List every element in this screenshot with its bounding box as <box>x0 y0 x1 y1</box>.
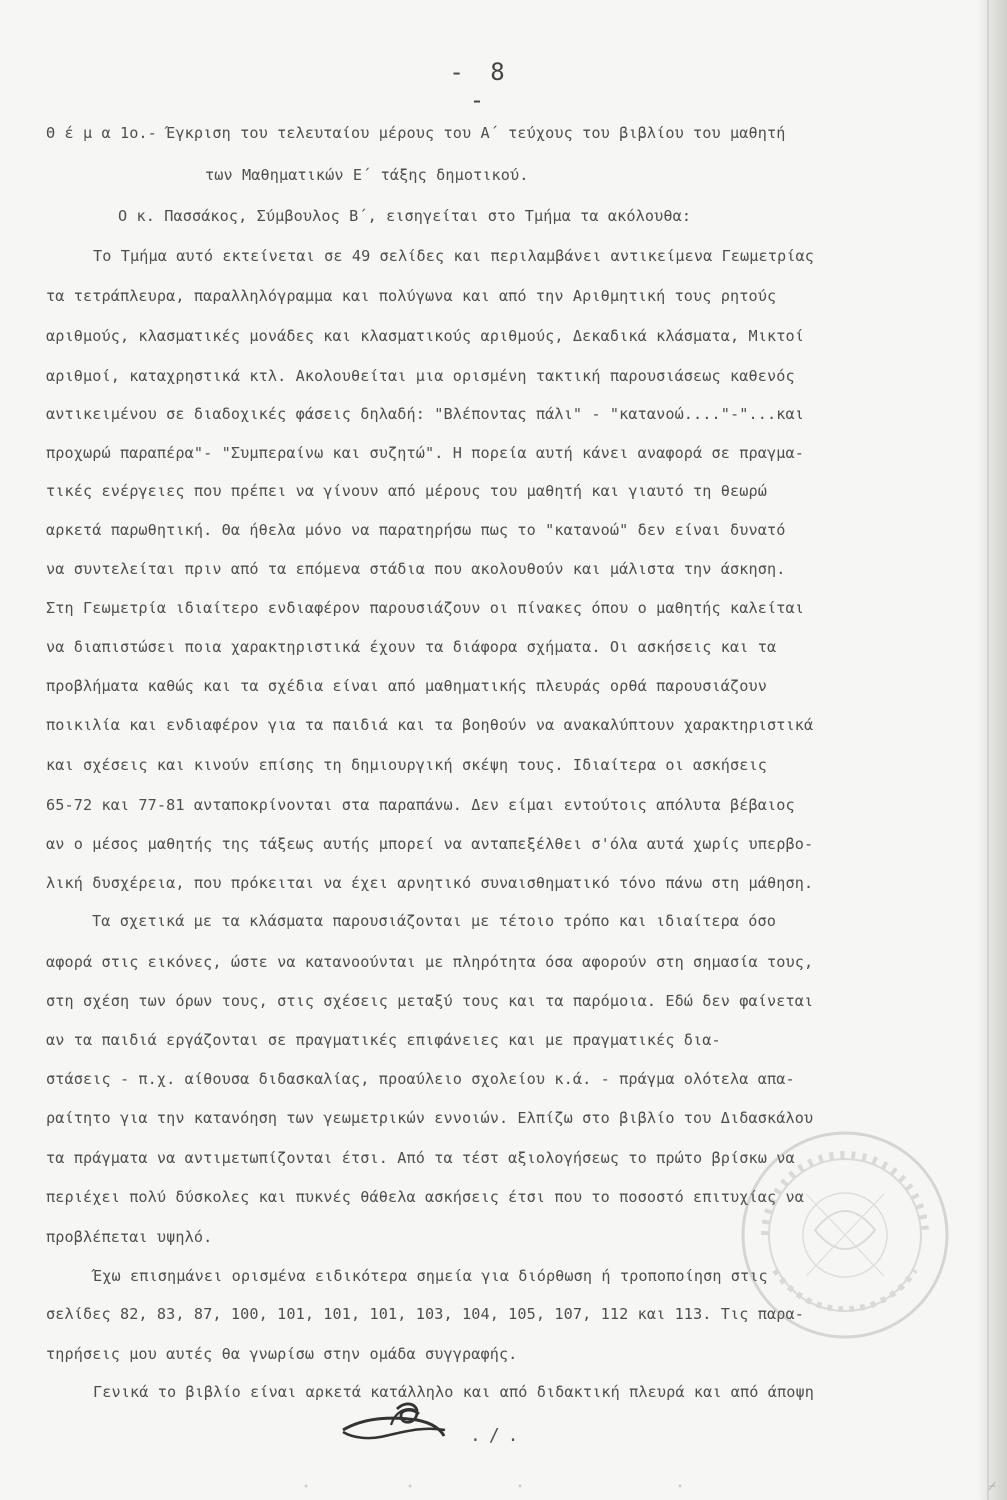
bottom-artifacts <box>300 1482 690 1490</box>
line-28: περιέχει πολύ δύσκολες και πυκνές θάθελα ασκήσεις έτσι που το ποσοστό επιτυχίας να <box>46 1188 804 1206</box>
line-17: και σχέσεις και κινούν επίσης τη δημιουργική σκέψη τους. Ιδιαίτερα οι ασκήσεις <box>46 756 768 774</box>
line-29: προβλέπεται υψηλό. <box>46 1228 213 1246</box>
line-6: αριθμούς, κλασματικές μονάδες και κλασματικούς αριθμούς, Δεκαδικά κλάσματα, Μικτοί <box>46 327 804 345</box>
continuation-mark: ./. <box>470 1425 527 1446</box>
line-19: αν ο μέσος μαθητής της τάξεως αυτής μπορεί να ανταπεξέλθει σ'όλα αυτά χωρίς υπερβο- <box>46 835 814 853</box>
line-31: σελίδες 82, 83, 87, 100, 101, 101, 101, 103, 104, 105, 107, 112 και 113. Τις παρα- <box>46 1305 804 1323</box>
line-27: τα πράγματα να αντιμετωπίζονται έτσι. Από τα τέστ αξιολογήσεως το πρώτο βρίσκω να <box>46 1149 795 1167</box>
line-11: αρκετά παρωθητική. Θα ήθελα μόνο να παρατηρήσω πως το "κατανοώ" δεν είναι δυνατό <box>46 521 786 539</box>
line-7: αριθμοί, καταχρηστικά κτλ. Ακολουθείται μια ορισμένη τακτική παρουσιάσεως καθενός <box>46 367 795 385</box>
line-25: στάσεις - π.χ. αίθουσα διδασκαλίας, προαύλειο σχολείου κ.ά. - πράγμα ολότελα απα- <box>46 1070 795 1088</box>
line-13: Στη Γεωμετρία ιδιαίτερο ενδιαφέρον παρουσιάζουν οι πίνακες όπου ο μαθητής καλείται <box>46 599 804 617</box>
line-4: Το Τμήμα αυτό εκτείνεται σε 49 σελίδες και περιλαμβάνει αντικείμενα Γεωμετρίας <box>93 247 815 265</box>
line-16: ποικιλία και ενδιαφέρον για τα παιδιά και τα βοηθούν να ανακαλύπτουν χαρακτηριστικά <box>46 716 814 734</box>
line-20: λική δυσχέρεια, που πρόκειται να έχει αρνητικό συναισθηματικό τόνο πάνω στη μάθηση. <box>46 874 814 892</box>
page-number: - 8 - <box>449 58 511 114</box>
line-32: τηρήσεις μου αυτές θα γνωρίσω στην ομάδα συγγραφής. <box>46 1345 518 1363</box>
line-3: Ο κ. Πασσάκος, Σύμβουλος Β΄, εισηγείται στο Τμήμα τα ακόλουθα: <box>118 207 692 225</box>
line-12: να συντελείται πριν από τα επόμενα στάδια που ακολουθούν και μάλιστα την άσκηση. <box>46 560 786 578</box>
line-21: Τα σχετικά με τα κλάσματα παρουσιάζονται με τέτοιο τρόπο και ιδιαίτερα όσο <box>92 912 777 930</box>
corner-mark <box>987 1480 997 1492</box>
page-edge-shadow <box>979 0 1007 1500</box>
line-14: να διαπιστώσει ποια χαρακτηριστικά έχουν τα διάφορα σχήματα. Οι ασκήσεις και τα <box>46 638 777 656</box>
page-edge-line <box>987 0 989 1500</box>
line-15: προβλήματα καθώς και τα σχέδια είναι από μαθηματικής πλευράς ορθά παρουσιάζουν <box>46 677 768 695</box>
line-22: αφορά στις εικόνες, ώστε να κατανοούνται με πληρότητα όσα αφορούν στη σημασία τους, <box>46 953 814 971</box>
line-33: Γενικά το βιβλίο είναι αρκετά κατάλληλο και από διδακτική πλευρά και από άποψη <box>93 1383 815 1401</box>
line-8: αντικειμένου σε διαδοχικές φάσεις δηλαδή: "Βλέποντας πάλι" - "κατανοώ...."-"...και <box>46 405 804 423</box>
line-10: τικές ενέργειες που πρέπει να γίνουν από μέρους του μαθητή και γιαυτό τη θεωρώ <box>46 482 768 500</box>
official-stamp <box>720 1110 970 1360</box>
line-30: Έχω επισημάνει ορισμένα ειδικότερα σημεία για διόρθωση ή τροποποίηση στις <box>93 1267 768 1285</box>
line-9: προχωρώ παραπέρα"- "Συμπεραίνω και συζητώ". Η πορεία αυτή κάνει αναφορά σε πραγμα- <box>46 444 804 462</box>
line-1: Θ έ μ α 1ο.- Έγκριση του τελευταίου μέρους του Α΄ τεύχους του βιβλίου του μαθητή <box>46 124 786 142</box>
line-5: τα τετράπλευρα, παραλληλόγραμμα και πολύγωνα και από την Αριθμητική τους ρητούς <box>46 287 777 305</box>
line-2: των Μαθηματικών Ε΄ τάξης δημοτικού. <box>205 166 529 184</box>
line-26: ραίτητο για την κατανόηση των γεωμετρικών εννοιών. Ελπίζω στο βιβλίο του Διδασκάλου <box>46 1109 814 1127</box>
handwritten-signature <box>335 1396 455 1448</box>
line-18: 65-72 και 77-81 ανταποκρίνονται στα παραπάνω. Δεν είμαι εντούτοις απόλυτα βέβαιος <box>46 796 795 814</box>
line-23: στη σχέση των όρων τους, στις σχέσεις μεταξύ τους και τα παρόμοια. Εδώ δεν φαίνεται <box>46 992 814 1010</box>
line-24: αν τα παιδιά εργάζονται σε πραγματικές επιφάνειες και με πραγματικές δια- <box>46 1031 721 1049</box>
